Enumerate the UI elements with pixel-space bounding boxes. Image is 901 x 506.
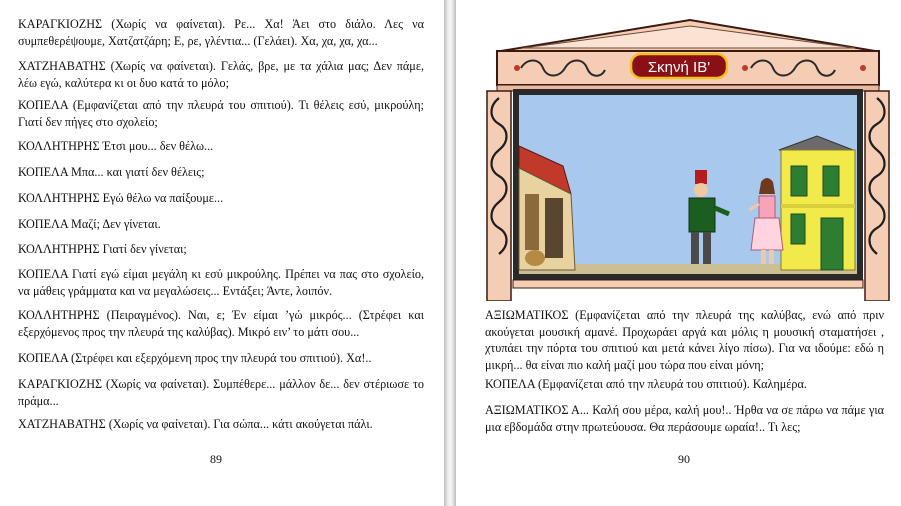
pediment-inner — [523, 26, 855, 48]
dialogue-paragraph: ΚΟΛΛΗΤΗΡΗΣ Έτσι μου... δεν θέλω... — [18, 139, 214, 153]
yellow-house — [779, 136, 855, 270]
dialogue-paragraph: ΚΑΡΑΓΚΙΟΖΗΣ (Χωρίς να φαίνεται). Ρε... Χα! Άει στο διάλο. Λες να συμπεθερέψουμε, Χατζατζάρη; Ε, ρε, γλέντια... (Γελάει). Χα, χα, χα, χα... — [18, 17, 424, 48]
page-number: 90 — [678, 452, 690, 466]
dialogue-paragraph: ΚΑΡΑΓΚΙΟΖΗΣ (Χωρίς να φαίνεται). Συμπέθερε... μάλλον δε... δεν στέριωσε το πράμα... — [18, 377, 424, 408]
dialogue-paragraph: ΚΟΠΕΛΑ (Εμφανίζεται από την πλευρά του σπιτιού). Τι θέλεις εσύ, μικρούλη; Γιατί δεν πήγες στο σχολείο; — [18, 98, 424, 129]
right-page — [456, 0, 901, 506]
left-column — [487, 91, 511, 301]
dialogue-paragraph: ΚΟΛΛΗΤΗΡΗΣ (Πειραγμένος). Ναι, ε; Έν είμαι ’γώ μικρός... (Στρέφει και εξερχόμενος προς την πλευρά της καλύβας). Μικρό ειν’ το μάτι σου... — [18, 308, 424, 339]
dialogue-paragraph: ΑΞΙΩΜΑΤΙΚΟΣ Α... Καλή σου μέρα, καλή μου!.. Ήρθα να σε πάρω να πάμε για μια εβδομάδα στην πρωτεύουσα. Θα περάσουμε ωραία!.. Τι λες; — [485, 403, 884, 434]
dialogue-paragraph: ΑΞΙΩΜΑΤΙΚΟΣ (Εμφανίζεται από την πλευρά της καλύβας, ενώ από πριν ακούγεται μουσική αμανέ. Προχωράει αργά και μόλις η μουσική σταματήσει , χτυπάει την πόρτα του σπιτιού και μετά κάνει λίγο πίσω). Για να ιδούμε: εδώ η μικρή... θα είναι πιο καλή μαζί μου τώρα που είναι μόνη; — [485, 308, 884, 372]
dialogue-paragraph: ΚΟΠΕΛΑ (Εμφανίζεται από την πλευρά του σπιτιού). Καλημέρα. — [485, 377, 807, 391]
book-gutter — [444, 0, 456, 506]
dialogue-paragraph: ΚΟΠΕΛΑ Μαζί; Δεν γίνεται. — [18, 217, 161, 231]
right-column — [865, 91, 889, 301]
dialogue-paragraph: ΧΑΤΖΗΑΒΑΤΗΣ (Χωρίς να φαίνεται). Γελάς, βρε, με τα χάλια μας; Δεν πάμε, λέω εγώ, καλύτερα κι οι δυο κατά το μόλο; — [18, 59, 424, 90]
left-page — [0, 0, 444, 506]
dialogue-paragraph: ΚΟΠΕΛΑ Γιατί εγώ είμαι μεγάλη κι εσύ μικρούλης. Πρέπει να πας στο σχολείο, να μάθεις γράμματα και να μεγαλώσεις... Εντάξει; Άντε, λοιπόν. — [18, 267, 424, 298]
dialogue-paragraph: ΚΟΠΕΛΑ (Στρέφει και εξερχόμενη προς την πλευρά του σπιτιού). Χα!.. — [18, 351, 372, 365]
page-number: 89 — [210, 452, 222, 466]
dialogue-paragraph: ΚΟΠΕΛΑ Μπα... και γιατί δεν θέλεις; — [18, 165, 205, 179]
theater-base — [513, 280, 863, 288]
shadow-theater-illustration — [483, 18, 893, 301]
scene-label: Σκηνή ΙΒ' — [647, 59, 711, 76]
dialogue-paragraph: ΚΟΛΛΗΤΗΡΗΣ Εγώ θέλω να παίξουμε... — [18, 191, 224, 205]
dialogue-paragraph: ΧΑΤΖΗΑΒΑΤΗΣ (Χωρίς να φαίνεται). Για σώπα... κάτι ακούγεται πάλι. — [18, 417, 373, 431]
dialogue-paragraph: ΚΟΛΛΗΤΗΡΗΣ Γιατί δεν γίνεται; — [18, 242, 187, 256]
